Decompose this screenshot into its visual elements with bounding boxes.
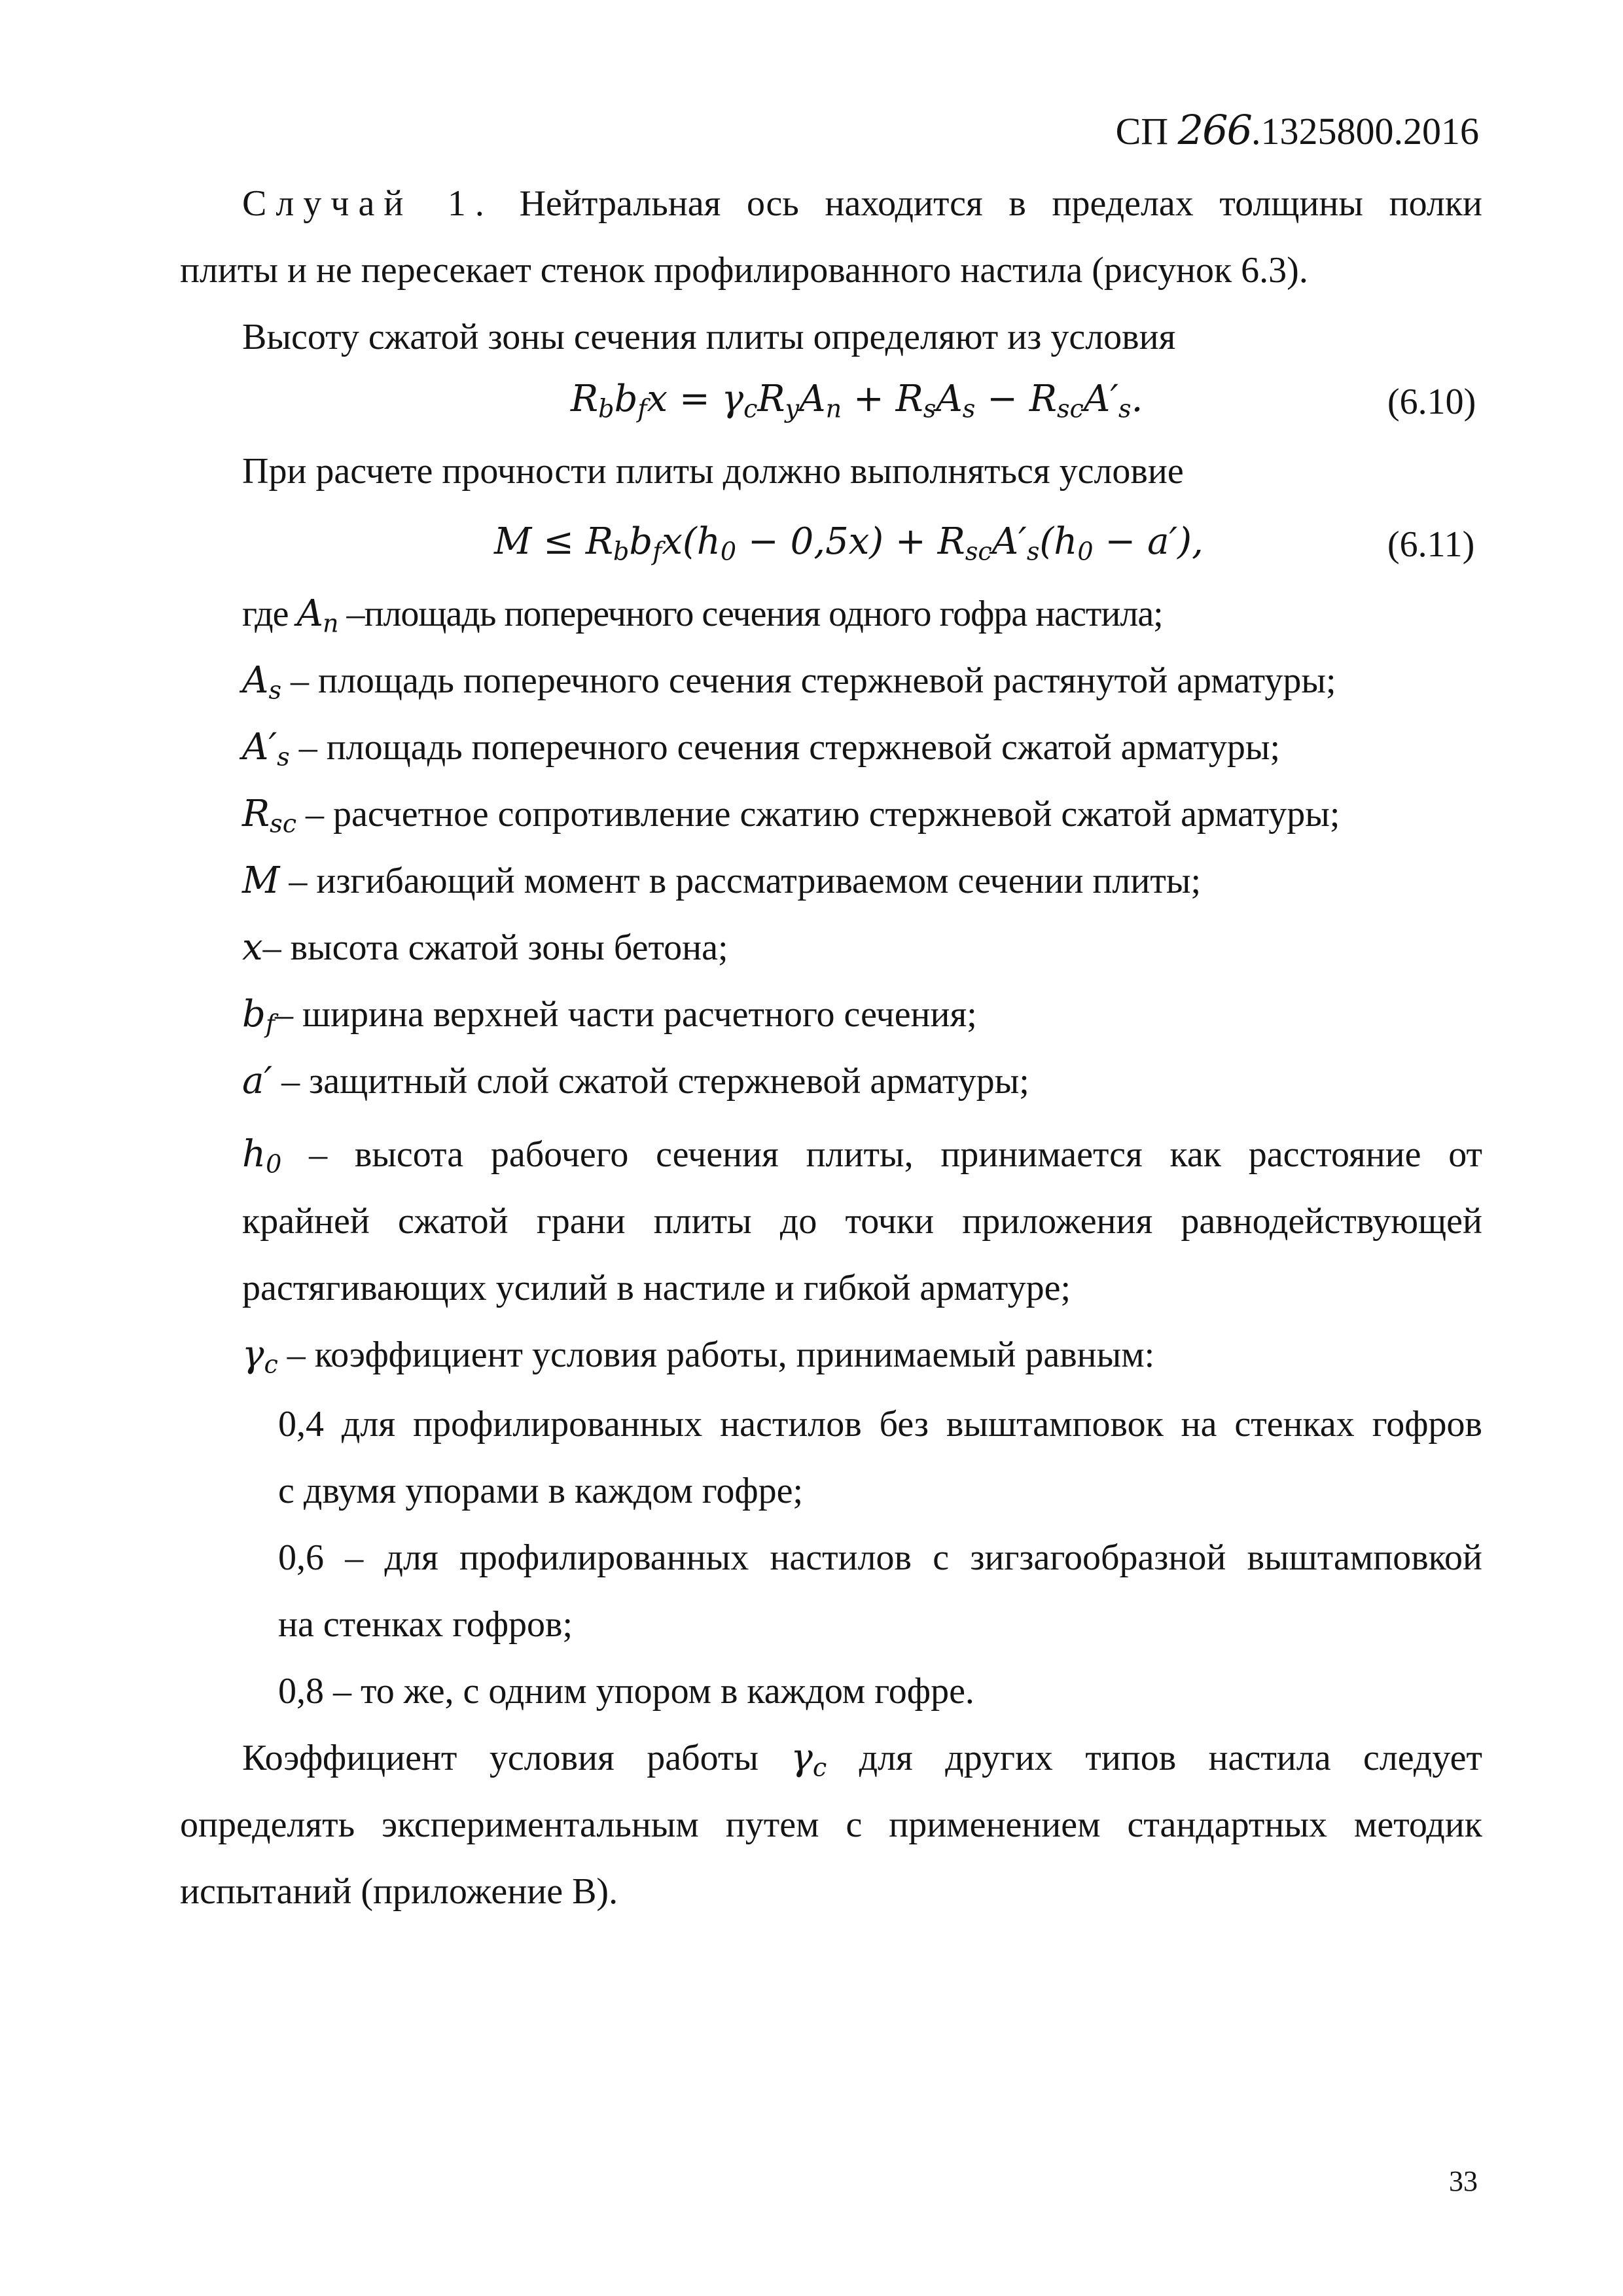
- symbol-As-prime: $A'_s$: [242, 726, 290, 772]
- def-gamma-text: – коэффициент условия работы, принимаемый равным:: [277, 1335, 1155, 1375]
- def-a-prime: [242, 1060, 1029, 1102]
- case-line-2: плиты и не пересекает стенок профилированного настила (рисунок 6.3).: [180, 250, 1308, 291]
- def-As-prime-text: – площадь поперечного сечения стержневой сжатой арматуры;: [289, 727, 1281, 768]
- symbol-As: $A_s$: [242, 659, 281, 705]
- closing-text-end: для других типов настила следует: [859, 1738, 1482, 1778]
- def-a-prime-text: – защитный слой сжатой стержневой арматуры;: [272, 1061, 1029, 1102]
- value-04-line-1: 0,4 для профилированных настилов без выштамповок на стенках гофров: [278, 1404, 1482, 1444]
- def-M-text: – изгибающий момент в рассматриваемом сечении плиты;: [279, 861, 1201, 901]
- def-An-text: –площадь поперечного сечения одного гофра настила;: [346, 594, 1163, 634]
- def-gamma: [242, 1333, 1155, 1379]
- para-strength: При расчете прочности плиты должно выполняться условие: [242, 451, 1184, 492]
- equation-number-6-11: (6.11): [1387, 524, 1475, 565]
- def-As-text: – площадь поперечного сечения стержневой растянутой арматуры;: [281, 660, 1336, 701]
- para-height: Высоту сжатой зоны сечения плиты определяют из условия: [242, 317, 1176, 357]
- symbol-x: x: [242, 926, 263, 969]
- symbol-gamma-c-inline: $\gamma_c$: [791, 1736, 827, 1782]
- symbol-gamma-c: $\gamma_c$: [242, 1333, 278, 1379]
- doc-code-prefix: СП: [1115, 110, 1169, 152]
- def-x: [242, 926, 728, 969]
- def-An: [242, 592, 1163, 638]
- case-label: Случай 1.: [242, 183, 493, 224]
- def-As: [242, 659, 1336, 705]
- symbol-Rsc: $R_{sc}$: [242, 793, 297, 838]
- def-Rsc: [242, 793, 1340, 838]
- def-h0-line-2: крайней сжатой грани плиты до точки приложения равнодействующей: [242, 1201, 1482, 1242]
- closing-line-3: испытаний (приложение В).: [180, 1871, 618, 1912]
- closing-line-2: определять экспериментальным путем с применением стандартных методик: [180, 1804, 1482, 1845]
- def-Rsc-text: – расчетное сопротивление сжатию стержневой сжатой арматуры;: [296, 794, 1340, 834]
- value-08: 0,8 – то же, с одним упором в каждом гофре.: [278, 1671, 974, 1712]
- case-text: Нейтральная ось находится в пределах толщины полки: [519, 183, 1482, 224]
- def-h0-line-3: растягивающих усилий в настиле и гибкой арматуре;: [242, 1268, 1071, 1308]
- equation-6-10: $R_bb_fx = \gamma_cR_yA_n + R_sA_s - R_{sc}A'_s$.: [571, 378, 1143, 423]
- symbol-bf: $b_f$: [242, 993, 275, 1039]
- def-h0-line-1: [242, 1133, 1483, 1179]
- equation-number-6-10: (6.10): [1387, 382, 1476, 422]
- page-number: 33: [1449, 2165, 1478, 2197]
- document-code: [1116, 106, 1479, 154]
- symbol-a-prime: a′: [242, 1060, 273, 1102]
- def-bf: [242, 993, 977, 1039]
- def-x-text: – высота сжатой зоны бетона;: [262, 927, 728, 968]
- closing-line-1: [242, 1736, 1482, 1782]
- where-word: где: [242, 594, 289, 634]
- handwritten-number: 266: [1177, 106, 1251, 154]
- symbol-An: $A_n$: [296, 592, 338, 638]
- case-line-1: [242, 185, 1482, 222]
- def-M: [242, 859, 1201, 902]
- value-06-line-1: 0,6 – для профилированных настилов с зигзагообразной выштамповкой: [278, 1537, 1482, 1578]
- def-h0-text-1: – высота рабочего сечения плиты, принимается как расстояние от: [309, 1134, 1483, 1175]
- def-bf-text: – ширина верхней части расчетного сечения;: [274, 994, 977, 1035]
- doc-code-suffix: .1325800.2016: [1251, 110, 1479, 152]
- equation-6-11: $M \le R_bb_fx(h_0 - 0,5x) + R_{sc}A'_s(h_0 - a')$,: [494, 520, 1204, 566]
- symbol-M: M: [242, 859, 280, 902]
- def-As-prime: [242, 726, 1281, 772]
- value-04-line-2: с двумя упорами в каждом гофре;: [278, 1471, 804, 1511]
- closing-text-start: Коэффициент условия работы: [242, 1738, 758, 1778]
- value-06-line-2: на стенках гофров;: [278, 1604, 573, 1645]
- symbol-h0: $h_0$: [242, 1133, 282, 1179]
